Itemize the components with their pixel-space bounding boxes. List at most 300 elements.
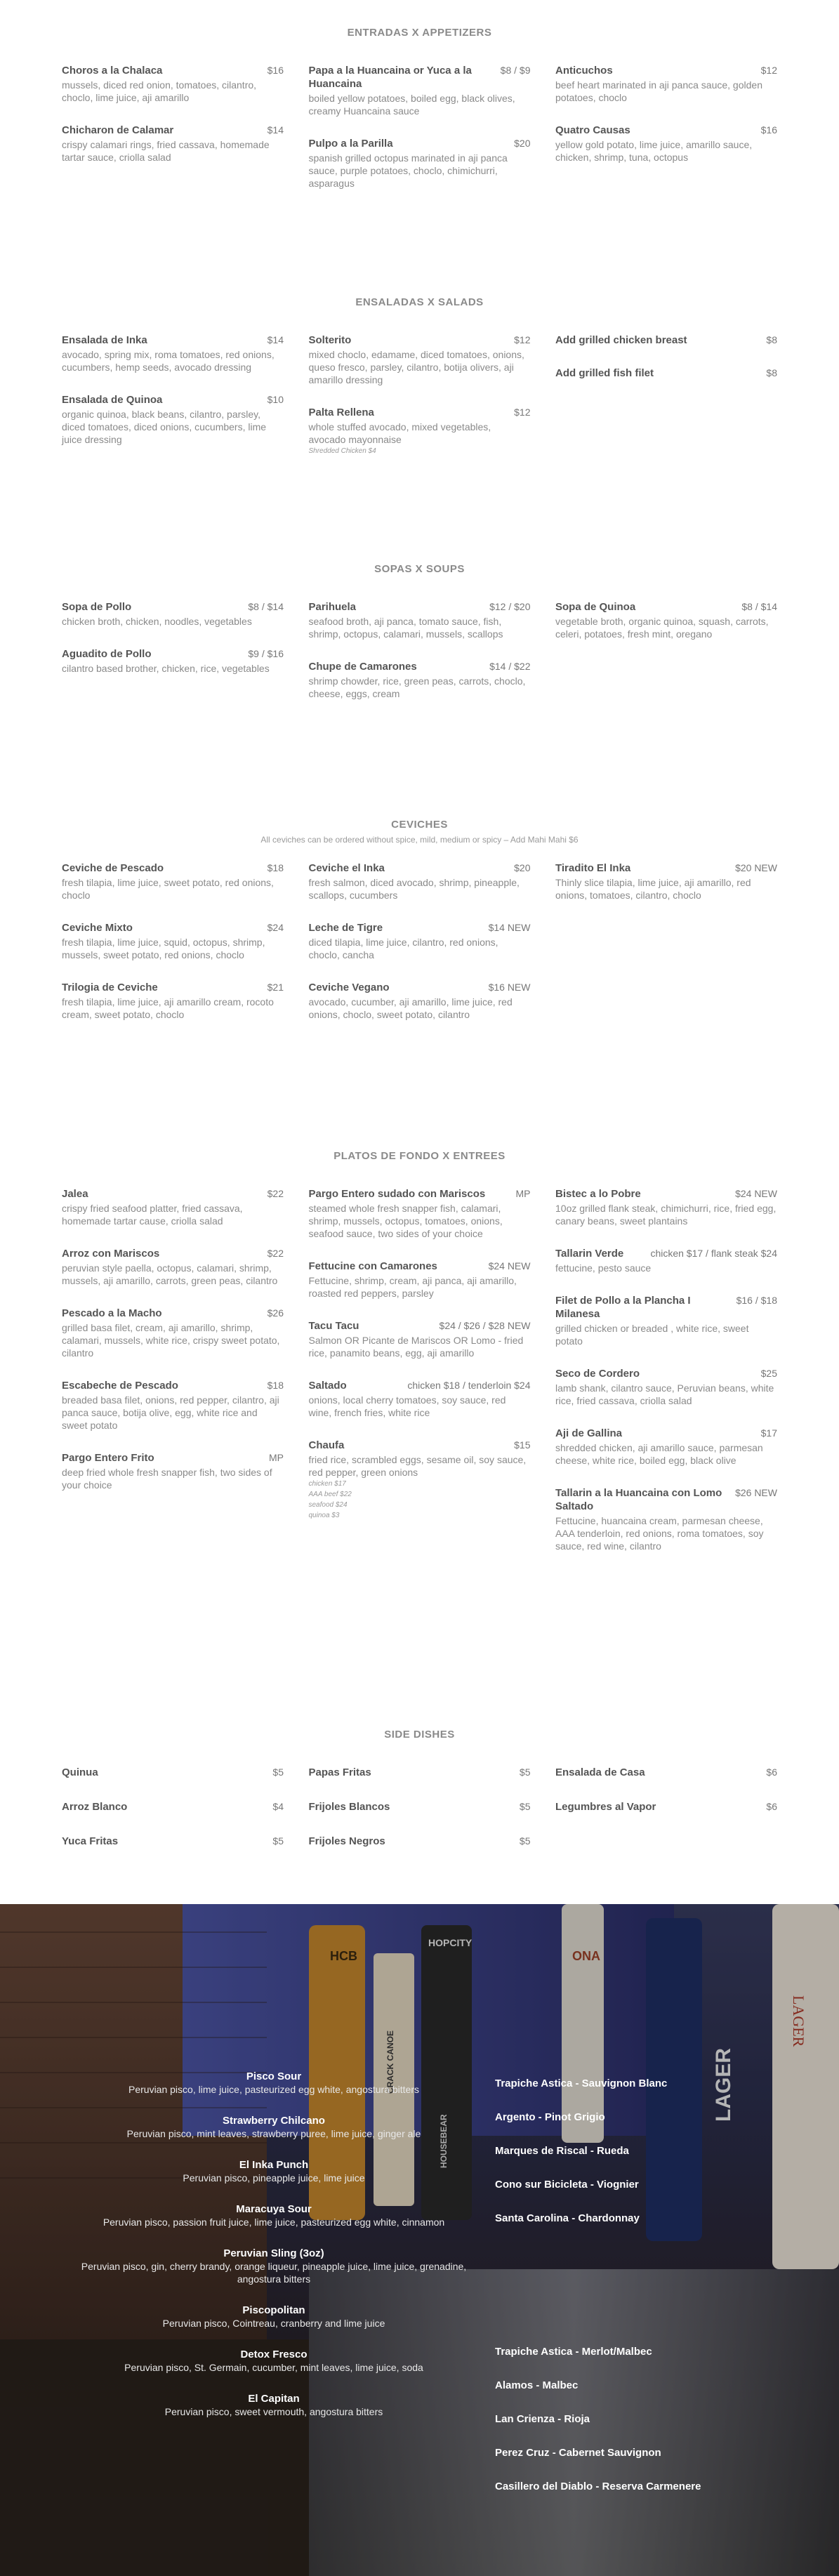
menu-item-price: $6	[766, 1766, 777, 1778]
menu-item-description: shrimp chowder, rice, green peas, carrots, choclo, cheese, eggs, cream	[308, 675, 526, 699]
menu-item-price: $5	[272, 1835, 284, 1847]
menu-item-name: Sopa de Quinoa	[555, 601, 636, 613]
sides-columns	[62, 1766, 777, 1869]
wine-trapiche-astica-sauvignon-blanc: Trapiche Astica - Sauvignon Blanc	[495, 2078, 668, 2089]
menu-item-name: Seco de Cordero	[555, 1368, 640, 1380]
tap-sign-hcb: HCB	[330, 1949, 357, 1963]
menu-item-header	[309, 333, 531, 347]
menu-item-header	[62, 64, 284, 77]
menu-item-header	[309, 921, 531, 934]
menu-item-header	[62, 921, 284, 934]
menu-item-name: Papa a la Huancaina or Yuca a la Huancaina	[308, 65, 472, 90]
menu-item-add-grilled-chicken-breast	[555, 333, 777, 347]
appetizers-column	[555, 64, 777, 209]
menu-item-header	[555, 600, 777, 614]
menu-item-pescado-a-la-macho	[62, 1307, 284, 1359]
menu-item-description: fresh salmon, diced avocado, shrimp, pineapple, scallops, cucumbers	[308, 877, 520, 901]
ceviches-column	[62, 861, 284, 1041]
section-title-entrees: PLATOS DE FONDO X ENTREES	[333, 1150, 506, 1162]
soups-column	[62, 600, 284, 720]
menu-item-price: $26 NEW	[735, 1487, 777, 1498]
menu-item-seco-de-cordero	[555, 1367, 777, 1407]
menu-item-name: Tallarin Verde	[555, 1248, 624, 1260]
menu-item-price: MP	[515, 1188, 531, 1199]
menu-item-header	[62, 861, 284, 875]
menu-item-price: $20 NEW	[735, 862, 777, 873]
menu-item-name: Tiradito El Inka	[555, 862, 631, 874]
menu-item-pargo-entero-frito	[62, 1451, 284, 1491]
ceviches-column	[555, 861, 777, 1041]
menu-item-frijoles-negros	[309, 1835, 531, 1848]
menu-item-price: $16	[760, 124, 777, 136]
menu-item-header	[62, 333, 284, 347]
menu-item-description: Fettucine, shrimp, cream, aji panca, aji amarillo, roasted red peppers, parsley	[308, 1275, 517, 1299]
menu-item-price: $8 / $14	[741, 601, 777, 612]
menu-item-solterito	[309, 333, 531, 386]
cocktail-description: Peruvian pisco, mint leaves, strawberry puree, lime juice, ginger ale	[126, 2128, 421, 2139]
section-title-ceviches: CEVICHES	[391, 819, 448, 831]
menu-item-price: $16	[267, 65, 284, 76]
tap-sign-ona: ONA	[572, 1949, 600, 1963]
wine-perez-cruz-cabernet-sauvignon: Perez Cruz - Cabernet Sauvignon	[495, 2447, 661, 2459]
cocktail-peruvian-sling-3oz	[63, 2247, 484, 2285]
entrees-column	[62, 1187, 284, 1572]
menu-item-name: Yuca Fritas	[62, 1835, 119, 1847]
menu-item-header	[62, 393, 284, 407]
menu-item-quatro-causas	[555, 124, 777, 164]
menu-item-description: grilled basa filet, cream, aji amarillo, shrimp, calamari, mussels, white rice, crispy sweet potato, cilantro	[62, 1322, 280, 1359]
menu-item-description: breaded basa filet, onions, red pepper, cilantro, aji panca sauce, botija olive, egg, white rice and sweet potato	[62, 1394, 279, 1431]
cocktail-description: Peruvian pisco, Cointreau, cranberry and lime juice	[162, 2318, 385, 2329]
menu-item-name: Pargo Entero sudado con Mariscos	[308, 1188, 486, 1200]
cocktail-name: El Inka Punch	[239, 2159, 309, 2171]
menu-item-description: Salmon OR Picante de Mariscos OR Lomo - fried rice, panamito beans, egg, aji amarillo	[308, 1335, 524, 1359]
menu-item-description: Fettucine, huancaina cream, parmesan cheese, AAA tenderloin, red onions, roma tomatoes, soy sauce, red wine, cilantro	[555, 1515, 764, 1552]
menu-item-sopa-de-pollo	[62, 600, 284, 628]
soups-section	[0, 563, 839, 720]
menu-item-description: vegetable broth, organic quinoa, squash, carrots, celeri, potatoes, fresh mint, oregano	[555, 616, 769, 640]
menu-item-price: $24 NEW	[735, 1188, 777, 1199]
appetizers-column	[62, 64, 284, 209]
menu-item-aji-de-gallina	[555, 1427, 777, 1467]
menu-item-sopa-de-quinoa	[555, 600, 777, 640]
ceviches-subtitle: All ceviches can be ordered without spice, mild, medium or spicy – Add Mahi Mahi $6	[260, 835, 579, 845]
menu-item-name: Papas Fritas	[308, 1766, 371, 1778]
salads-column	[555, 333, 777, 476]
menu-item-header	[555, 1367, 777, 1380]
menu-item-description: whole stuffed avocado, mixed vegetables, avocado mayonnaise	[308, 421, 491, 445]
menu-item-chaufa	[309, 1439, 531, 1521]
cocktail-description: Peruvian pisco, St. Germain, cucumber, mint leaves, lime juice, soda	[124, 2362, 423, 2373]
white-wine-list	[495, 2077, 790, 2245]
menu-item-name: Jalea	[62, 1188, 88, 1200]
menu-item-name: Trilogia de Ceviche	[62, 982, 158, 993]
drinks-section	[0, 1904, 839, 2576]
menu-item-price: $15	[514, 1439, 531, 1451]
menu-item-description: avocado, spring mix, roma tomatoes, red onions, cucumbers, hemp seeds, avocado dressing	[62, 349, 275, 373]
menu-item-note: chicken $17	[308, 1480, 346, 1488]
menu-item-price: $12 / $20	[489, 601, 531, 612]
section-title-soups: SOPAS X SOUPS	[374, 563, 465, 575]
menu-item-header	[62, 1379, 284, 1392]
section-title-appetizers: ENTRADAS X APPETIZERS	[347, 27, 492, 39]
menu-item-description: chicken broth, chicken, noodles, vegetables	[62, 616, 252, 627]
cocktail-name: El Capitan	[248, 2393, 300, 2405]
menu-item-price: $24	[267, 922, 284, 933]
menu-item-legumbres-al-vapor	[555, 1800, 777, 1814]
cocktail-piscopolitan	[63, 2304, 484, 2330]
cocktail-list	[63, 2070, 484, 2436]
menu-item-description: spanish grilled octopus marinated in aji panca sauce, purple potatoes, choclo, chimichurri, asparagus	[308, 152, 508, 189]
appetizers-columns	[62, 64, 777, 209]
menu-item-price: $8 / $9	[500, 65, 531, 76]
entrees-columns	[62, 1187, 777, 1572]
menu-item-description: organic quinoa, black beans, cilantro, parsley, diced tomatoes, diced onions, cucumbers, lime juice dressing	[62, 409, 267, 445]
menu-item-papa-a-la-huancaina-or-yuca-a-la-huancaina	[309, 64, 531, 117]
menu-item-price: MP	[269, 1452, 284, 1463]
menu-item-name: Ceviche el Inka	[308, 862, 385, 874]
menu-item-ensalada-de-quinoa	[62, 393, 284, 446]
salads-column	[309, 333, 531, 476]
cocktail-name: Piscopolitan	[242, 2304, 305, 2316]
menu-item-header	[309, 64, 531, 91]
menu-item-ceviche-mixto	[62, 921, 284, 961]
menu-item-ceviche-vegano	[309, 981, 531, 1021]
menu-item-description: beef heart marinated in aji panca sauce, golden potatoes, choclo	[555, 79, 762, 103]
menu-item-tallarin-a-la-huancaina-con-lomo-saltado	[555, 1486, 777, 1552]
cocktail-name: Pisco Sour	[246, 2070, 302, 2082]
menu-item-name: Quinua	[62, 1766, 98, 1778]
sides-column	[309, 1766, 531, 1869]
menu-item-note: seafood $24	[308, 1501, 348, 1509]
menu-item-description: fettucine, pesto sauce	[555, 1262, 652, 1274]
menu-item-description: onions, local cherry tomatoes, soy sauce, red wine, french fries, white rice	[308, 1394, 506, 1418]
menu-item-tacu-tacu	[309, 1319, 531, 1359]
menu-item-header	[555, 1187, 777, 1201]
menu-item-name: Arroz Blanco	[62, 1801, 128, 1813]
menu-item-description: mixed choclo, edamame, diced tomatoes, onions, queso fresco, parsley, cilantro, botija olivers, aji amarillo dressing	[308, 349, 524, 385]
menu-item-description: yellow gold potato, lime juice, amarillo sauce, chicken, shrimp, tuna, octopus	[555, 139, 753, 163]
menu-item-price: $22	[267, 1188, 284, 1199]
cocktail-description: Peruvian pisco, lime juice, pasteurized egg white, angostura bitters	[128, 2084, 419, 2095]
entrees-section	[0, 1150, 839, 1572]
cocktail-name: Peruvian Sling (3oz)	[223, 2247, 324, 2259]
ceviches-columns	[62, 861, 777, 1041]
menu-item-description: boiled yellow potatoes, boiled egg, black olives, creamy Huancaina sauce	[308, 93, 515, 117]
menu-item-name: Arroz con Mariscos	[62, 1248, 160, 1260]
salads-column	[62, 333, 284, 476]
menu-item-name: Anticuchos	[555, 65, 613, 77]
menu-item-name: Choros a la Chalaca	[62, 65, 163, 77]
cocktail-el-capitan	[63, 2392, 484, 2418]
menu-item-description: deep fried whole fresh snapper fish, two sides of your choice	[62, 1467, 272, 1491]
cocktail-pisco-sour	[63, 2070, 484, 2096]
menu-item-yuca-fritas	[62, 1835, 284, 1848]
red-wine-list	[495, 2345, 790, 2514]
menu-item-name: Chicharon de Calamar	[62, 124, 174, 136]
menu-item-add-grilled-fish-filet	[555, 366, 777, 380]
menu-item-header	[62, 1451, 284, 1465]
cocktail-name: Strawberry Chilcano	[223, 2115, 325, 2127]
menu-item-description: crispy calamari rings, fried cassava, homemade tartar sauce, criolla salad	[62, 139, 270, 163]
menu-item-price: $24 / $26 / $28 NEW	[439, 1320, 531, 1331]
menu-item-header	[309, 137, 531, 150]
wine-santa-carolina-chardonnay: Santa Carolina - Chardonnay	[495, 2212, 640, 2224]
wine-cono-sur-bicicleta-viognier: Cono sur Bicicleta - Viognier	[495, 2179, 639, 2191]
menu-item-price: $20	[514, 138, 531, 149]
section-title-sides: SIDE DISHES	[384, 1729, 455, 1741]
tap-sign-housebear: HOUSEBEAR	[439, 2114, 449, 2168]
sides-column	[62, 1766, 284, 1869]
appetizers-section	[0, 27, 839, 209]
menu-item-price: $6	[766, 1801, 777, 1812]
menu-item-description: shredded chicken, aji amarillo sauce, parmesan cheese, white rice, boiled egg, black olive	[555, 1442, 763, 1466]
menu-item-price: $5	[519, 1801, 531, 1812]
menu-item-name: Filet de Pollo a la Plancha I Milanesa	[555, 1295, 691, 1320]
menu-item-name: Ceviche Vegano	[308, 982, 390, 993]
menu-item-arroz-blanco	[62, 1800, 284, 1814]
menu-item-header	[555, 1486, 777, 1513]
menu-item-leche-de-tigre	[309, 921, 531, 961]
menu-item-parihuela	[309, 600, 531, 640]
menu-item-note: AAA beef $22	[308, 1491, 352, 1498]
menu-item-price: $12	[514, 334, 531, 345]
menu-item-price: $9 / $16	[248, 648, 284, 659]
menu-item-tiradito-el-inka	[555, 861, 777, 901]
menu-item-palta-rellena	[309, 406, 531, 456]
menu-item-price: $17	[760, 1427, 777, 1439]
menu-item-name: Tacu Tacu	[308, 1320, 359, 1332]
cocktail-name: Maracuya Sour	[236, 2203, 312, 2215]
sides-column	[555, 1766, 777, 1869]
soups-column	[309, 600, 531, 720]
menu-item-price: $10	[267, 394, 284, 405]
menu-item-description: lamb shank, cilantro sauce, Peruvian beans, white rice, fried cassava, criolla salad	[555, 1382, 774, 1406]
menu-item-name: Ceviche Mixto	[62, 922, 133, 934]
cocktail-description: Peruvian pisco, passion fruit juice, lime juice, pasteurized egg white, cinnamon	[103, 2217, 445, 2228]
menu-item-name: Parihuela	[308, 601, 357, 613]
menu-item-price: $14 NEW	[488, 922, 531, 933]
menu-item-name: Fettucine con Camarones	[308, 1260, 437, 1272]
menu-item-price: $8	[766, 334, 777, 345]
menu-item-header	[555, 861, 777, 875]
menu-item-description: diced tilapia, lime juice, cilantro, red onions, choclo, cancha	[308, 937, 498, 960]
menu-item-ensalada-de-inka	[62, 333, 284, 374]
tap-sign-lager-white: LAGER	[790, 1995, 807, 2047]
sides-section	[0, 1729, 839, 1869]
menu-item-header	[309, 1319, 531, 1333]
menu-item-jalea	[62, 1187, 284, 1227]
menu-item-anticuchos	[555, 64, 777, 104]
menu-item-description: cilantro based brother, chicken, rice, vegetables	[62, 663, 270, 674]
menu-item-note: Shredded Chicken $4	[308, 447, 376, 455]
menu-item-header	[309, 600, 531, 614]
menu-item-name: Chaufa	[308, 1439, 345, 1451]
menu-item-name: Bistec a lo Pobre	[555, 1188, 641, 1200]
menu-item-chupe-de-camarones	[309, 660, 531, 700]
menu-item-name: Ceviche de Pescado	[62, 862, 164, 874]
cocktail-name: Detox Fresco	[240, 2349, 308, 2360]
wine-argento-pinot-grigio: Argento - Pinot Grigio	[495, 2111, 605, 2123]
menu-item-header	[309, 1439, 531, 1452]
menu-item-name: Add grilled fish filet	[555, 367, 654, 379]
wine-casillero-del-diablo-reserva-carmenere: Casillero del Diablo - Reserva Carmenere	[495, 2481, 701, 2492]
menu-item-name: Solterito	[308, 334, 352, 346]
cocktail-el-inka-punch	[63, 2158, 484, 2184]
menu-item-price: $18	[267, 1380, 284, 1391]
menu-item-header	[555, 124, 777, 137]
menu-item-price: $8	[766, 367, 777, 378]
ceviches-column	[309, 861, 531, 1041]
tap-sign-crackcanoe: CRACK CANOE	[385, 2030, 395, 2094]
menu-item-header	[309, 981, 531, 994]
menu-item-name: Sopa de Pollo	[62, 601, 132, 613]
menu-item-description: fresh tilapia, lime juice, squid, octopus, shrimp, mussels, sweet potato, red onions, choclo	[62, 937, 265, 960]
menu-item-name: Pargo Entero Frito	[62, 1452, 154, 1464]
menu-item-header	[555, 64, 777, 77]
menu-item-price: $5	[519, 1766, 531, 1778]
wine-alamos-malbec: Alamos - Malbec	[495, 2379, 579, 2391]
menu-item-frijoles-blancos	[309, 1800, 531, 1814]
menu-item-price: $25	[760, 1368, 777, 1379]
menu-item-ensalada-de-casa	[555, 1766, 777, 1779]
wine-trapiche-astica-merlot-malbec: Trapiche Astica - Merlot/Malbec	[495, 2346, 652, 2358]
menu-item-price: $5	[519, 1835, 531, 1847]
menu-item-price: $21	[267, 982, 284, 993]
menu-item-header	[309, 1187, 531, 1201]
cocktail-description: Peruvian pisco, pineapple juice, lime juice	[183, 2172, 365, 2184]
menu-item-header	[62, 1187, 284, 1201]
menu-item-description: fresh tilapia, lime juice, aji amarillo cream, rocoto cream, sweet potato, choclo	[62, 996, 274, 1020]
cocktail-maracuya-sour	[63, 2202, 484, 2228]
menu-item-name: Aguadito de Pollo	[62, 648, 152, 660]
menu-item-price: $24 NEW	[488, 1260, 531, 1272]
menu-item-price: $22	[267, 1248, 284, 1259]
menu-item-description: grilled chicken or breaded , white rice, sweet potato	[555, 1323, 749, 1347]
menu-item-saltado	[309, 1379, 531, 1419]
menu-item-price: $16 NEW	[488, 982, 531, 993]
menu-item-name: Pulpo a la Parilla	[308, 138, 393, 150]
menu-item-name: Tallarin a la Huancaina con Lomo Saltado	[555, 1487, 722, 1512]
menu-item-name: Chupe de Camarones	[308, 661, 417, 673]
cocktail-detox-fresco	[63, 2348, 484, 2374]
menu-item-fettucine-con-camarones	[309, 1260, 531, 1300]
menu-item-description: seafood broth, aji panca, tomato sauce, fish, shrimp, octopus, calamari, mussels, scallops	[308, 616, 503, 640]
menu-item-price: $4	[272, 1801, 284, 1812]
menu-item-price: $14	[267, 334, 284, 345]
menu-item-description: avocado, cucumber, aji amarillo, lime juice, red onions, choclo, sweet potato, cilantro	[308, 996, 513, 1020]
menu-item-header	[555, 366, 777, 380]
menu-item-price: $14	[267, 124, 284, 136]
menu-item-price: $12	[514, 407, 531, 418]
soups-columns	[62, 600, 777, 720]
menu-item-price: $16 / $18	[736, 1295, 777, 1306]
cocktail-strawberry-chilcano	[63, 2114, 484, 2140]
menu-item-ceviche-el-inka	[309, 861, 531, 901]
menu-item-ceviche-de-pescado	[62, 861, 284, 901]
menu-item-description: 10oz grilled flank steak, chimichurri, rice, fried egg, canary beans, sweet plantains	[555, 1203, 777, 1227]
menu-item-trilogia-de-ceviche	[62, 981, 284, 1021]
menu-item-header	[309, 861, 531, 875]
menu-item-name: Pescado a la Macho	[62, 1307, 162, 1319]
menu-item-header	[62, 981, 284, 994]
menu-item-name: Frijoles Negros	[308, 1835, 385, 1847]
menu-item-name: Saltado	[308, 1380, 347, 1392]
menu-item-header	[62, 124, 284, 137]
menu-item-header	[309, 1260, 531, 1273]
menu-item-description: steamed whole fresh snapper fish, calamari, shrimp, mussels, octopus, tomatoes, onions, seafood sauce, two sides of your choice	[308, 1203, 503, 1239]
menu-item-price: chicken $17 / flank steak $24	[650, 1248, 777, 1259]
menu-item-name: Quatro Causas	[555, 124, 630, 136]
menu-item-header	[62, 1307, 284, 1320]
menu-item-header	[62, 600, 284, 614]
menu-item-header	[555, 1247, 777, 1260]
menu-item-price: chicken $18 / tenderloin $24	[407, 1380, 531, 1391]
menu-item-escabeche-de-pescado	[62, 1379, 284, 1432]
menu-item-pargo-entero-sudado-con-mariscos	[309, 1187, 531, 1240]
salads-section	[0, 296, 839, 476]
menu-item-header	[309, 406, 531, 419]
menu-item-name: Legumbres al Vapor	[555, 1801, 656, 1813]
menu-item-price: $18	[267, 862, 284, 873]
menu-item-quinua	[62, 1766, 284, 1779]
menu-item-price: $5	[272, 1766, 284, 1778]
menu-item-arroz-con-mariscos	[62, 1247, 284, 1287]
menu-item-name: Ensalada de Inka	[62, 334, 147, 346]
menu-item-header	[555, 1427, 777, 1440]
ceviches-section	[0, 819, 839, 1041]
entrees-column	[555, 1187, 777, 1572]
menu-item-header	[309, 660, 531, 673]
entrees-column	[309, 1187, 531, 1572]
soups-column	[555, 600, 777, 720]
menu-item-header	[555, 1294, 777, 1321]
menu-item-pulpo-a-la-parilla	[309, 137, 531, 190]
cocktail-description: Peruvian pisco, gin, cherry brandy, orange liqueur, pineapple juice, lime juice, grenadine, angostura bitters	[81, 2261, 467, 2285]
wine-marques-de-riscal-rueda: Marques de Riscal - Rueda	[495, 2145, 629, 2157]
menu-item-chicharon-de-calamar	[62, 124, 284, 164]
menu-item-name: Aji de Gallina	[555, 1427, 623, 1439]
salads-columns	[62, 333, 777, 476]
tap-sign-hopcity: HOPCITY	[428, 1937, 473, 1948]
menu-item-name: Frijoles Blancos	[308, 1801, 390, 1813]
menu-item-name: Ensalada de Casa	[555, 1766, 645, 1778]
menu-item-description: fried rice, scrambled eggs, sesame oil, soy sauce, red pepper, green onions	[308, 1454, 527, 1478]
menu-item-aguadito-de-pollo	[62, 647, 284, 675]
tap-sign-lager-blue: LAGER	[712, 2048, 735, 2122]
menu-item-tallarin-verde	[555, 1247, 777, 1274]
menu-item-header	[62, 1247, 284, 1260]
menu-item-price: $26	[267, 1307, 284, 1319]
menu-item-header	[555, 333, 777, 347]
menu-item-price: $8 / $14	[248, 601, 284, 612]
cocktail-description: Peruvian pisco, sweet vermouth, angostura bitters	[164, 2406, 383, 2417]
menu-item-description: mussels, diced red onion, tomatoes, cilantro, choclo, lime juice, aji amarillo	[62, 79, 257, 103]
menu-item-name: Escabeche de Pescado	[62, 1380, 178, 1392]
menu-item-price: $20	[514, 862, 531, 873]
menu-item-header	[62, 647, 284, 661]
menu-item-description: fresh tilapia, lime juice, sweet potato, red onions, choclo	[62, 877, 274, 901]
menu-item-header	[309, 1379, 531, 1392]
menu-item-name: Palta Rellena	[308, 407, 374, 418]
wine-lan-crienza-rioja: Lan Crienza - Rioja	[495, 2413, 590, 2425]
menu-item-name: Add grilled chicken breast	[555, 334, 687, 346]
menu-item-description: Thinly slice tilapia, lime juice, aji amarillo, red onions, tomatoes, cilantro, choclo	[555, 877, 751, 901]
section-title-salads: ENSALADAS X SALADS	[355, 296, 484, 308]
menu-item-name: Ensalada de Quinoa	[62, 394, 163, 406]
menu-item-description: crispy fried seafood platter, fried cassava, homemade tartar cause, criolla salad	[62, 1203, 243, 1227]
menu-item-choros-a-la-chalaca	[62, 64, 284, 104]
